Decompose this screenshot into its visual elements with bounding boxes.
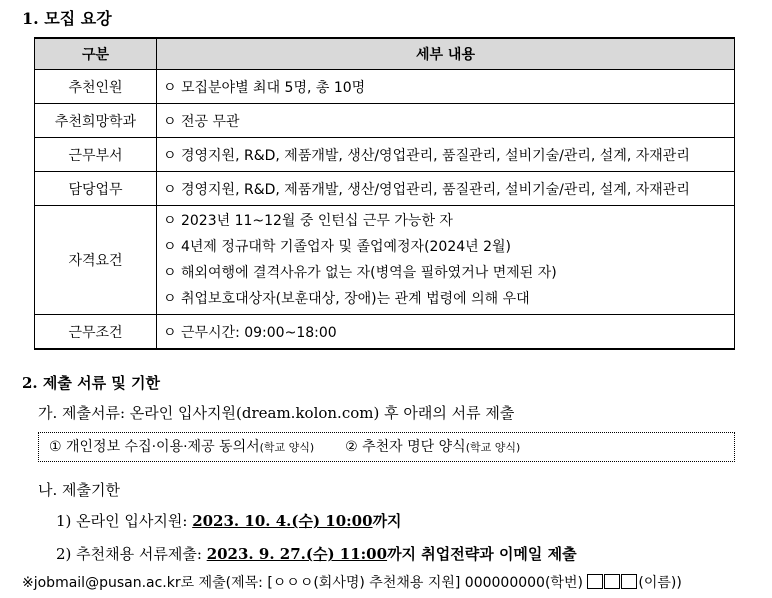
table-row (35, 70, 735, 104)
email-note-suffix: (이름)) (638, 575, 682, 591)
row-category: 추천희망학과 (35, 104, 157, 138)
name-box-icon (587, 574, 603, 589)
document-item-1: ① 개인정보 수집·이용·제공 동의서 (49, 439, 260, 455)
row-category: 자격요건 (35, 206, 157, 315)
header-category: 구분 (35, 38, 157, 70)
deadline-online (56, 510, 402, 531)
document-item-1-note: (학교 양식) (259, 441, 315, 454)
submission-documents-line: 가. 제출서류: 온라인 입사지원(dream.kolon.com) 후 아래의 서류 제출 (38, 404, 515, 422)
requirement-line: ㅇ 2023년 11~12월 중 인턴십 근무 가능한 자 (163, 213, 453, 229)
name-box-icon (604, 574, 620, 589)
deadline-heading: 나. 제출기한 (38, 481, 120, 499)
name-box-icon (621, 574, 637, 589)
deadline-online-date: 2023. 10. 4.(수) 10:00 (192, 512, 373, 530)
row-category: 추천인원 (35, 70, 157, 104)
row-category: 담당업무 (35, 172, 157, 206)
table-row (35, 315, 735, 350)
requirement-line: ㅇ 해외여행에 결격사유가 없는 자(병역을 필하였거나 면제된 자) (163, 265, 557, 281)
requirement-line: ㅇ 취업보호대상자(보훈대상, 장애)는 관계 법령에 의해 우대 (163, 291, 530, 307)
documents-box (38, 432, 735, 462)
row-detail: ㅇ 전공 무관 (157, 104, 735, 138)
deadline-online-suffix: 까지 (372, 512, 402, 530)
header-details: 세부 내용 (157, 38, 735, 70)
row-category: 근무조건 (35, 315, 157, 350)
section1-title: 1. 모집 요강 (22, 9, 112, 28)
recruitment-table (34, 37, 735, 350)
row-detail: ㅇ 근무시간: 09:00~18:00 (157, 315, 735, 350)
row-category: 근무부서 (35, 138, 157, 172)
document-item-2: ② 추천자 명단 양식 (345, 439, 466, 455)
deadline-documents (56, 543, 577, 564)
requirement-line: ㅇ 4년제 정규대학 기졸업자 및 졸업예정자(2024년 2월) (163, 239, 512, 255)
deadline-documents-label: 2) 추천채용 서류제출: (56, 545, 207, 563)
table-row (35, 138, 735, 172)
table-row (35, 206, 735, 315)
section2-title: 2. 제출 서류 및 기한 (22, 374, 160, 392)
deadline-online-label: 1) 온라인 입사지원: (56, 512, 193, 530)
email-note-text: ※jobmail@pusan.ac.kr로 제출(제목: [ㅇㅇㅇ(회사명) 추천채용 지원] 000000000(학번) (22, 575, 588, 591)
document-item-2-note: (학교 양식) (465, 441, 521, 454)
row-detail-list (157, 206, 735, 315)
deadline-documents-date: 2023. 9. 27.(수) 11:00 (206, 545, 388, 563)
table-row (35, 104, 735, 138)
row-detail: ㅇ 경영지원, R&D, 제품개발, 생산/영업관리, 품질관리, 설비기술/관리, 설계, 자재관리 (157, 138, 735, 172)
row-detail: ㅇ 모집분야별 최대 5명, 총 10명 (157, 70, 735, 104)
table-row (35, 172, 735, 206)
table-header-row (35, 38, 735, 70)
row-detail: ㅇ 경영지원, R&D, 제품개발, 생산/영업관리, 품질관리, 설비기술/관리, 설계, 자재관리 (157, 172, 735, 206)
deadline-documents-suffix: 까지 취업전략과 이메일 제출 (387, 545, 577, 563)
email-note (22, 572, 682, 592)
